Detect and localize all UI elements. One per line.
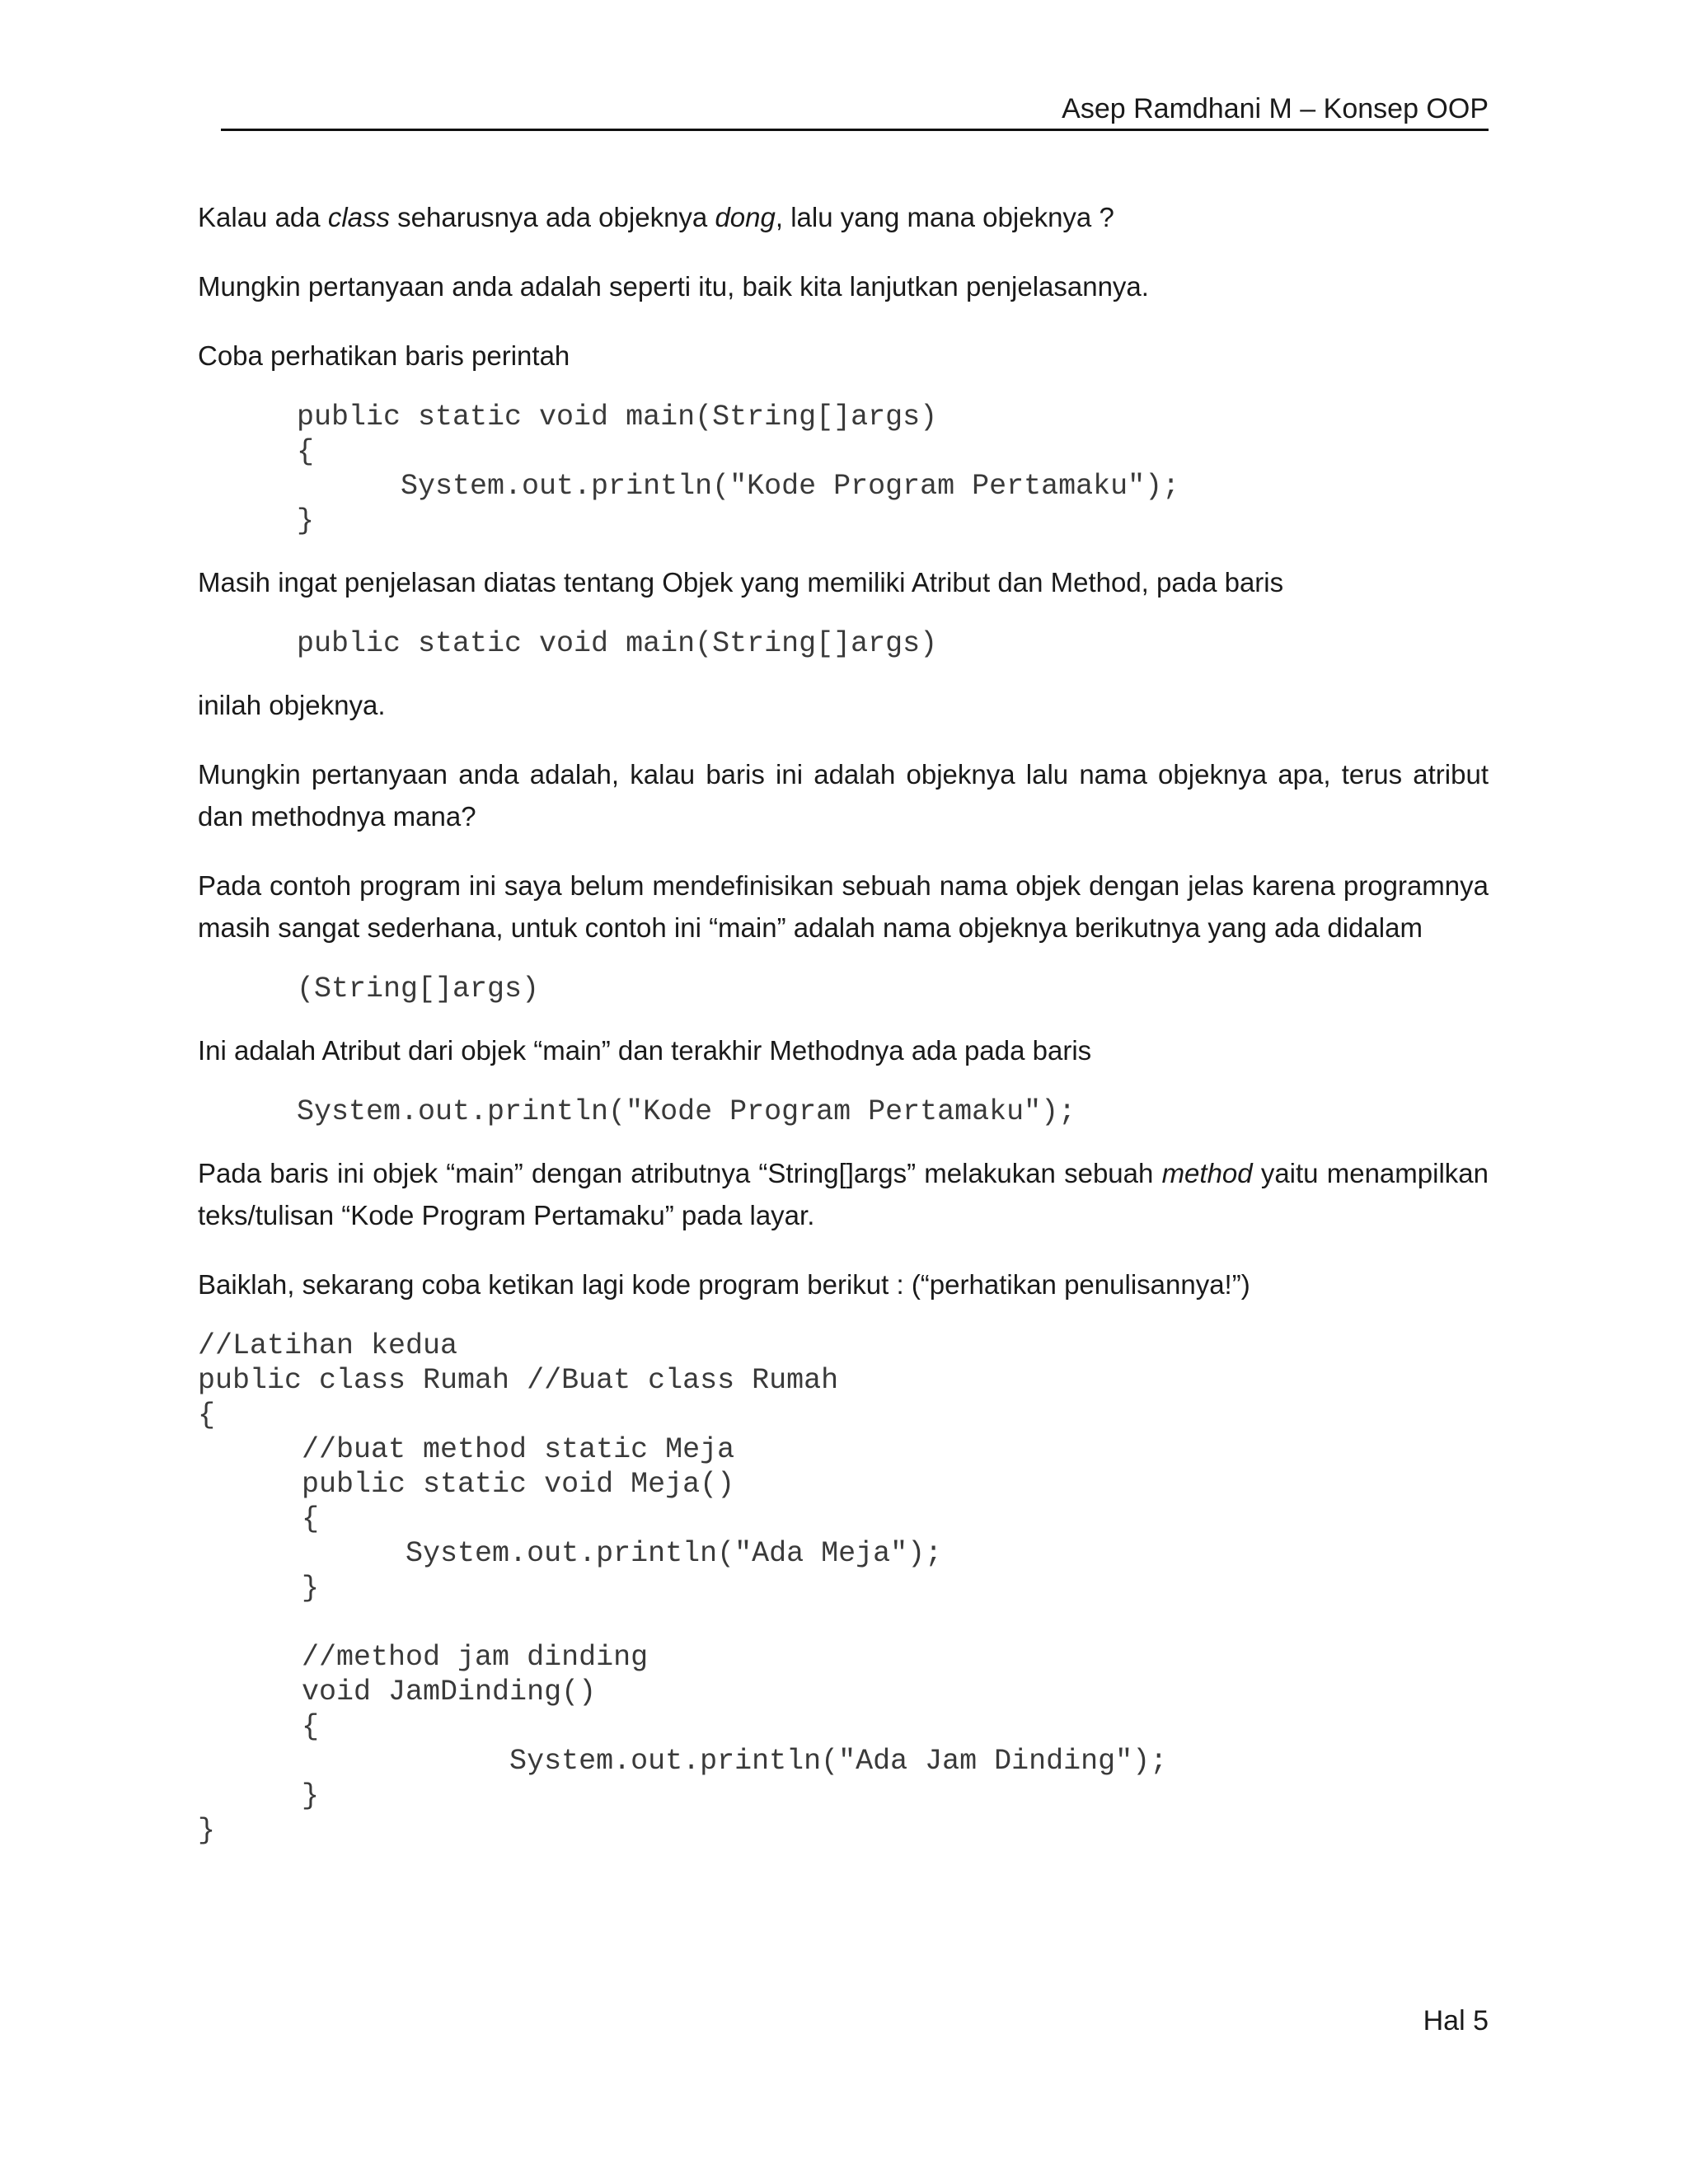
paragraph-1-text-b: seharusnya ada objeknya [390,202,715,232]
paragraph-1-italic-dong: dong [715,202,776,232]
paragraph-1-italic-class: class [327,202,390,232]
code-block-4-wrap [198,1094,1489,1129]
code-block-5: //Latihan kedua public class Rumah //Buat class Rumah { //buat method static Meja public static void Meja() { System.out.println("Ada Meja"); } //method jam dinding void JamDinding() { System.out.println("Ada Jam Dinding"); } } [198,1329,1168,1847]
paragraph-1 [198,196,1489,238]
paragraph-6: Mungkin pertanyaan anda adalah, kalau baris ini adalah objeknya lalu nama objeknya apa, terus atribut dan methodnya mana? [198,759,1489,832]
page-number: Hal 5 [1423,2005,1489,2036]
code-block-1-wrap [198,400,1489,538]
code-block-1: public static void main(String[]args) { System.out.println("Kode Program Pertamaku"); } [297,401,1180,537]
paragraph-9 [198,1152,1489,1236]
paragraph-4: Masih ingat penjelasan diatas tentang Objek yang memiliki Atribut dan Method, pada baris [198,567,1284,598]
page-content [198,196,1489,1871]
code-block-5-wrap [198,1329,1489,1848]
code-block-3: (String[]args) [297,972,540,1005]
code-block-2: public static void main(String[]args) [297,627,938,660]
paragraph-8: Ini adalah Atribut dari objek “main” dan terakhir Methodnya ada pada baris [198,1035,1092,1066]
paragraph-1-text-c: , lalu yang mana objeknya ? [775,202,1114,232]
header-rule [221,129,1489,131]
paragraph-9-italic-method: method [1161,1158,1253,1188]
code-block-4: System.out.println("Kode Program Pertamaku"); [297,1095,1076,1128]
paragraph-7: Pada contoh program ini saya belum mendefinisikan sebuah nama objek dengan jelas karena programnya masih sangat sederhana, untuk contoh ini “main” adalah nama objeknya berikutnya yang ada didalam [198,870,1489,943]
paragraph-1-text-a: Kalau ada [198,202,328,232]
code-block-2-wrap [198,626,1489,661]
paragraph-3: Coba perhatikan baris perintah [198,340,570,371]
page-header: Asep Ramdhani M – Konsep OOP [1062,93,1489,124]
paragraph-2: Mungkin pertanyaan anda adalah seperti itu, baik kita lanjutkan penjelasannya. [198,271,1149,302]
paragraph-5: inilah objeknya. [198,690,386,720]
code-block-3-wrap [198,972,1489,1006]
paragraph-9-text-a: Pada baris ini objek “main” dengan atributnya “String[]args” melakukan sebuah [198,1158,1162,1188]
paragraph-10: Baiklah, sekarang coba ketikan lagi kode program berikut : (“perhatikan penulisannya!”) [198,1269,1250,1300]
paragraph-9-text-b: yaitu menampilkan teks/tulisan “Kode Program Pertamaku” pada layar. [198,1158,1489,1230]
